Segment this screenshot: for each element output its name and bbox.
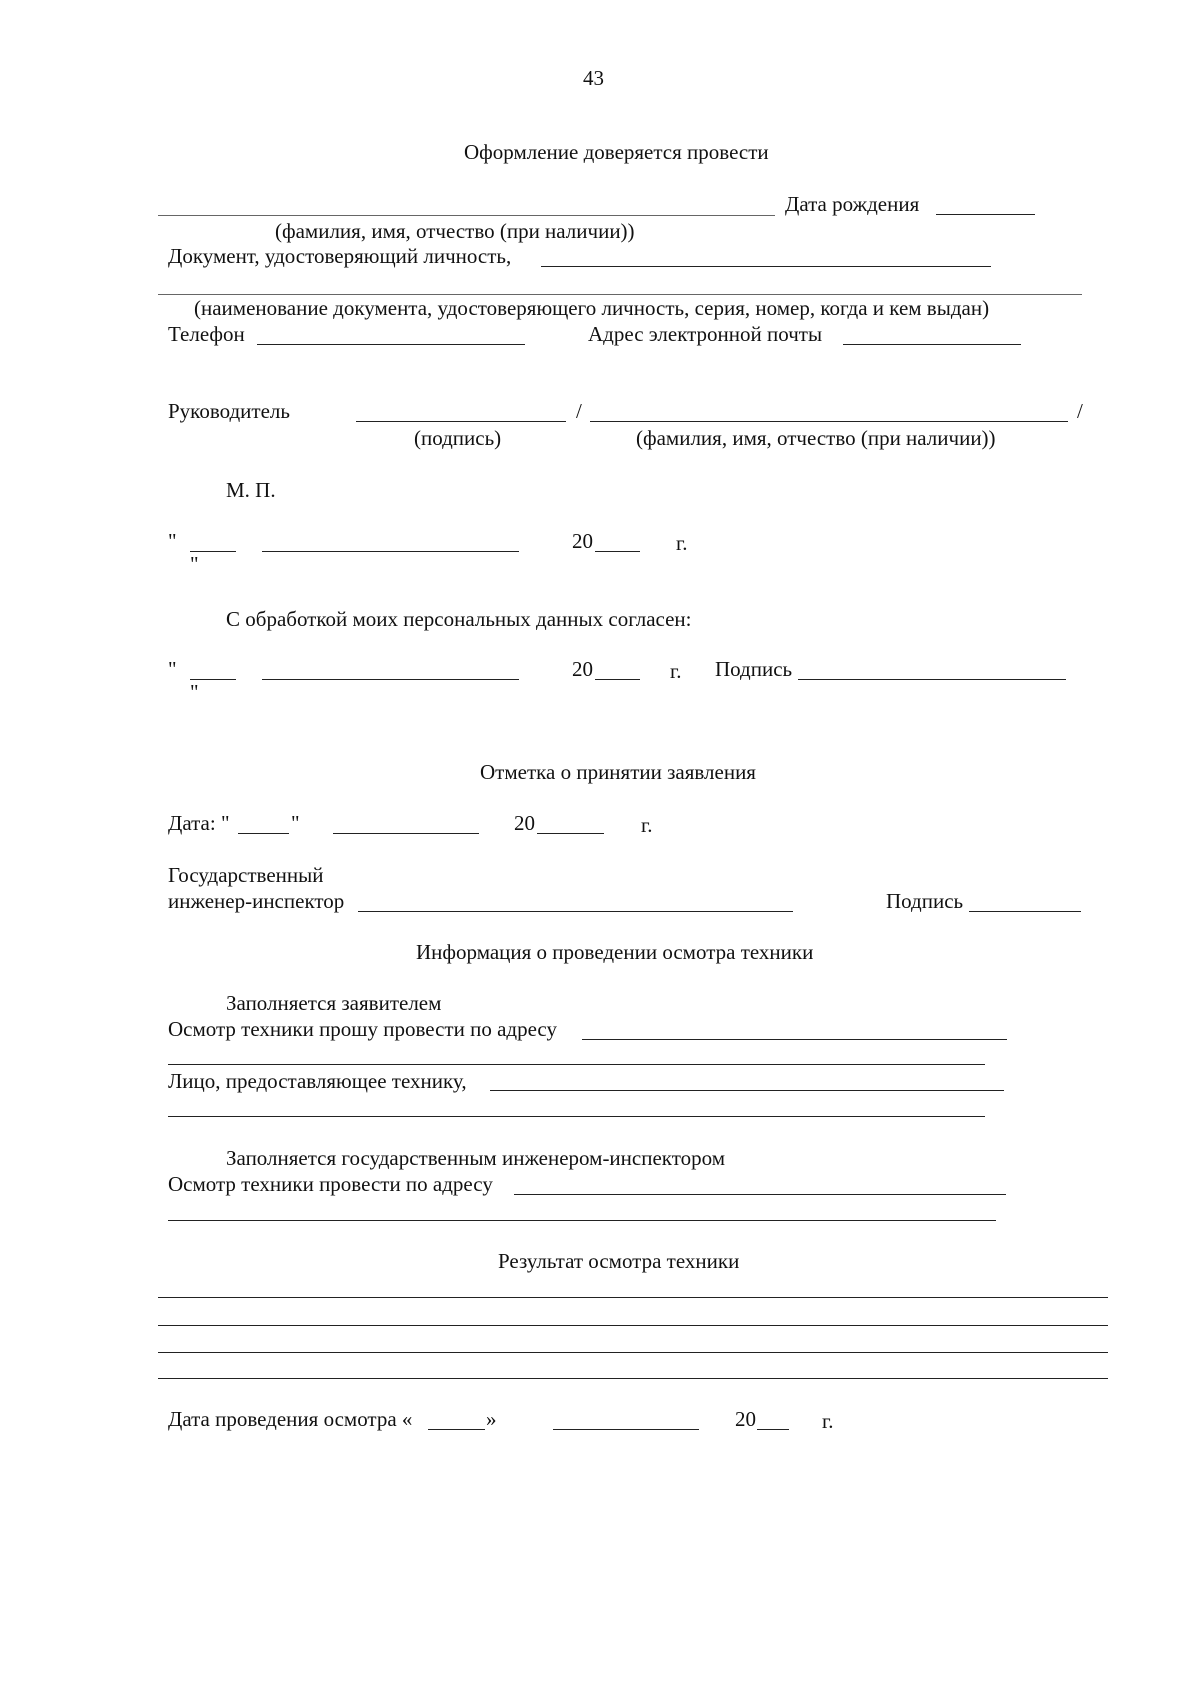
- inspector-signature-field-line[interactable]: [969, 911, 1081, 912]
- id-document-caption: (наименование документа, удостоверяющего личность, серия, номер, когда и кем выдан): [194, 296, 990, 320]
- address-assigned-field-line[interactable]: [514, 1194, 1006, 1195]
- provider-field-line-2[interactable]: [168, 1116, 985, 1117]
- consent-year-prefix: 20: [572, 657, 593, 681]
- head-label: Руководитель: [168, 399, 290, 423]
- id-document-field-line-2[interactable]: [158, 294, 1082, 295]
- id-document-field-line[interactable]: [541, 266, 991, 267]
- inspection-date-close-quote: »: [486, 1407, 497, 1431]
- acceptance-heading: Отметка о принятии заявления: [480, 760, 756, 784]
- page-number: 43: [583, 66, 604, 90]
- date-open-quote: ": [168, 529, 177, 553]
- provider-label: Лицо, предоставляющее технику,: [168, 1069, 467, 1093]
- address-assigned-label: Осмотр техники провести по адресу: [168, 1172, 493, 1196]
- head-fio-caption: (фамилия, имя, отчество (при наличии)): [636, 426, 996, 450]
- consent-text: С обработкой моих персональных данных согласен:: [226, 607, 692, 631]
- entrust-heading: Оформление доверяется провести: [464, 140, 769, 164]
- consent-signature-field-line[interactable]: [798, 679, 1066, 680]
- consent-year-suffix: г.: [670, 659, 682, 683]
- acceptance-year-field-line[interactable]: [537, 833, 604, 834]
- result-field-line-1[interactable]: [158, 1297, 1108, 1298]
- address-request-label: Осмотр техники прошу провести по адресу: [168, 1017, 557, 1041]
- inspection-day-field-line[interactable]: [428, 1429, 485, 1430]
- head-fio-field-line[interactable]: [590, 421, 1068, 422]
- date-month-field-line[interactable]: [262, 551, 519, 552]
- inspector-label-line1: Государственный: [168, 863, 324, 887]
- acceptance-month-field-line[interactable]: [333, 833, 479, 834]
- result-field-line-2[interactable]: [158, 1325, 1108, 1326]
- address-assigned-field-line-2[interactable]: [168, 1220, 996, 1221]
- slash-separator-end: /: [1077, 399, 1083, 423]
- consent-signature-label: Подпись: [715, 657, 793, 681]
- phone-label: Телефон: [168, 322, 245, 346]
- fio-field-line[interactable]: [158, 215, 775, 216]
- stamp-mark: М. П.: [226, 478, 276, 502]
- phone-field-line[interactable]: [257, 344, 525, 345]
- fio-caption: (фамилия, имя, отчество (при наличии)): [275, 219, 635, 243]
- inspector-label-line2: инженер-инспектор: [168, 889, 345, 913]
- provider-field-line[interactable]: [490, 1090, 1004, 1091]
- acceptance-day-field-line[interactable]: [238, 833, 289, 834]
- inspection-year-field-line[interactable]: [757, 1429, 789, 1430]
- date-year-prefix: 20: [572, 529, 593, 553]
- email-label: Адрес электронной почты: [588, 322, 823, 346]
- applicant-fill-note: Заполняется заявителем: [226, 991, 442, 1015]
- acceptance-year-suffix: г.: [641, 813, 653, 837]
- consent-date-close-quote: ": [190, 680, 199, 704]
- head-signature-field-line[interactable]: [356, 421, 566, 422]
- result-heading: Результат осмотра техники: [498, 1249, 740, 1273]
- consent-year-field-line[interactable]: [595, 679, 640, 680]
- date-close-quote: ": [190, 552, 199, 576]
- inspection-year-suffix: г.: [822, 1409, 834, 1433]
- inspection-month-field-line[interactable]: [553, 1429, 699, 1430]
- slash-separator: /: [576, 399, 582, 423]
- acceptance-date-close-quote: ": [291, 811, 300, 835]
- inspector-fill-note: Заполняется государственным инженером-инспектором: [226, 1146, 726, 1170]
- inspection-info-heading: Информация о проведении осмотра техники: [416, 940, 814, 964]
- signature-caption: (подпись): [414, 426, 502, 450]
- address-request-field-line-2[interactable]: [168, 1064, 985, 1065]
- birth-date-field-line[interactable]: [936, 214, 1035, 215]
- date-year-suffix: г.: [676, 531, 688, 555]
- consent-month-field-line[interactable]: [262, 679, 519, 680]
- date-year-field-line[interactable]: [595, 551, 640, 552]
- acceptance-date-label: Дата: ": [168, 811, 230, 835]
- consent-date-open-quote: ": [168, 657, 177, 681]
- birth-date-label: Дата рождения: [785, 192, 920, 216]
- inspector-signature-label: Подпись: [886, 889, 964, 913]
- result-field-line-4[interactable]: [158, 1378, 1108, 1379]
- acceptance-year-prefix: 20: [514, 811, 535, 835]
- email-field-line[interactable]: [843, 344, 1021, 345]
- address-request-field-line[interactable]: [582, 1039, 1007, 1040]
- inspection-date-label: Дата проведения осмотра «: [168, 1407, 413, 1431]
- inspection-year-prefix: 20: [735, 1407, 756, 1431]
- inspector-fio-field-line[interactable]: [358, 911, 793, 912]
- id-document-label: Документ, удостоверяющий личность,: [168, 244, 512, 268]
- result-field-line-3[interactable]: [158, 1352, 1108, 1353]
